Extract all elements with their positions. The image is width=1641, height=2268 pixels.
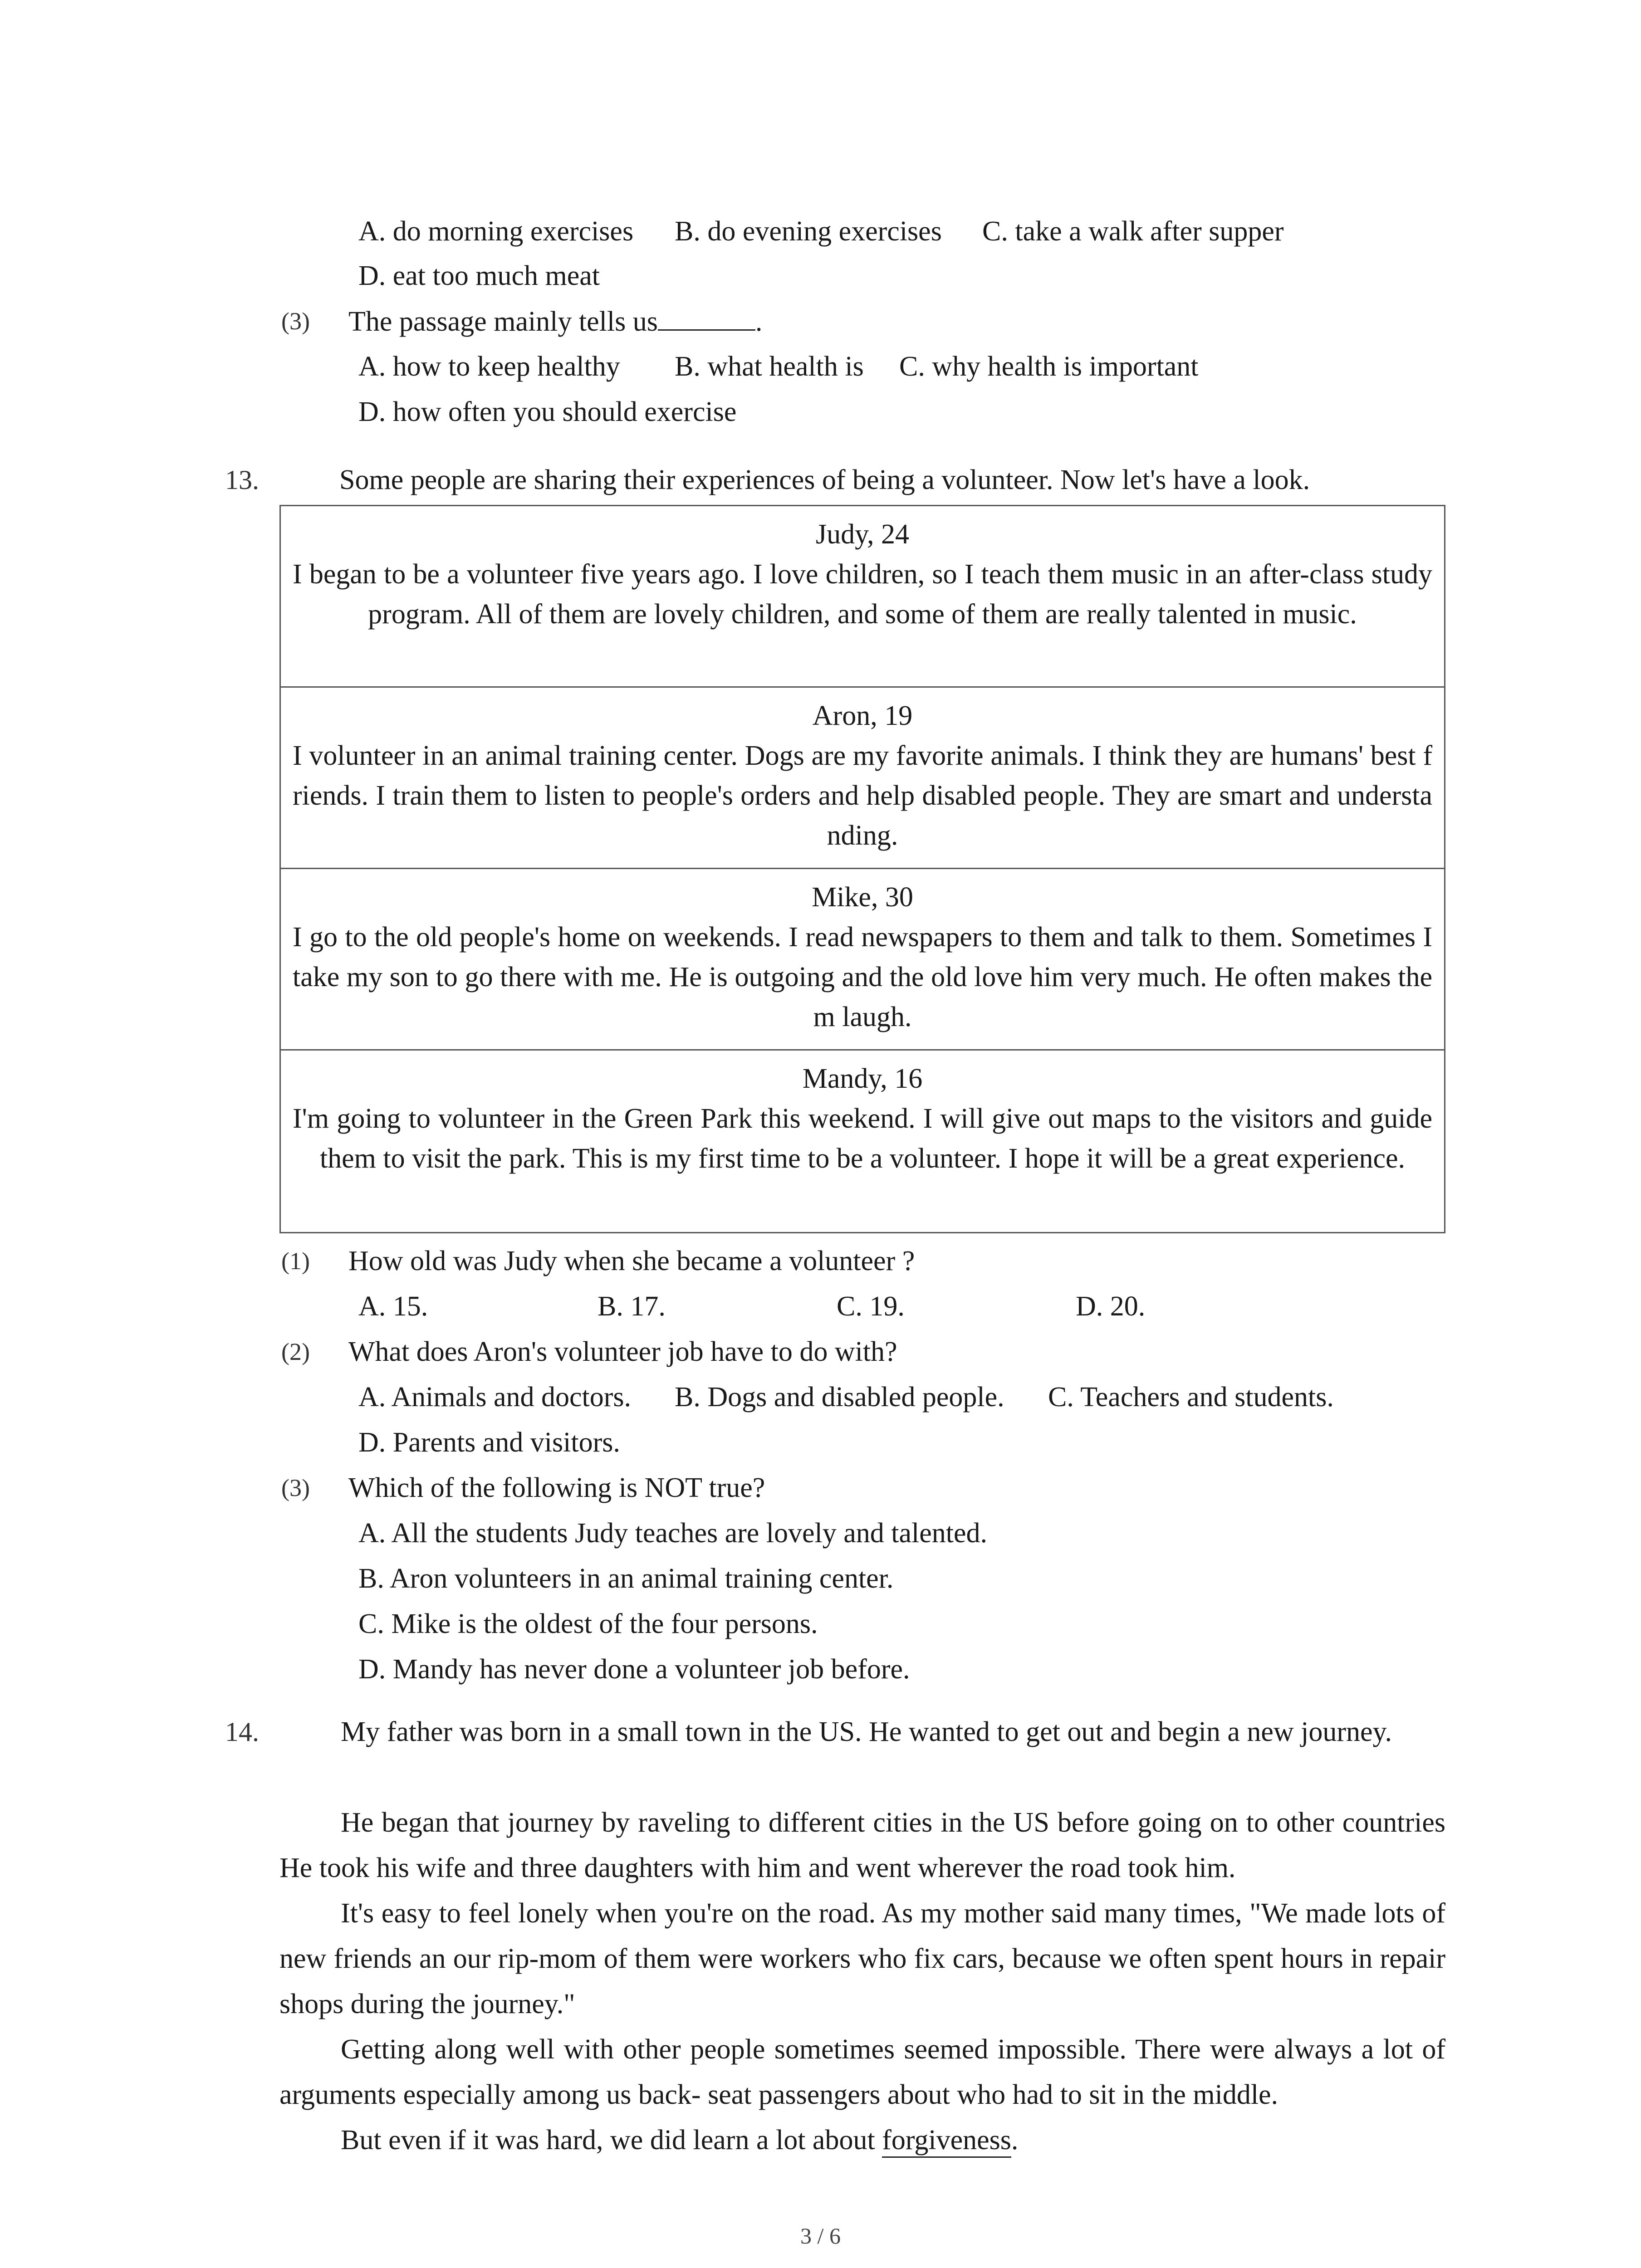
person-name: Judy, 24 bbox=[815, 519, 910, 550]
option-d: D. Parents and visitors. bbox=[358, 1427, 620, 1458]
option-d: D. eat too much meat bbox=[358, 260, 600, 291]
person-name: Aron, 19 bbox=[812, 700, 913, 731]
underlined-word: forgiveness bbox=[882, 2125, 1011, 2158]
option-b: B. Dogs and disabled people. bbox=[675, 1382, 1004, 1413]
options-row bbox=[358, 1288, 1145, 1325]
sub-question-text: The passage mainly tells us . bbox=[348, 303, 762, 340]
question-number: 14. bbox=[225, 1717, 259, 1747]
sub-question-text: How old was Judy when she became a volunteer ? bbox=[348, 1246, 915, 1276]
option-c: C. Teachers and students. bbox=[1048, 1382, 1334, 1413]
sub-question-text: Which of the following is NOT true? bbox=[348, 1472, 765, 1503]
sub-question-number: (3) bbox=[281, 1474, 310, 1501]
option-b: B. do evening exercises bbox=[675, 216, 942, 247]
option-a: A. All the students Judy teaches are lovely and talented. bbox=[358, 1518, 988, 1549]
person-name: Mike, 30 bbox=[812, 882, 913, 913]
sub-question-number: (1) bbox=[281, 1247, 310, 1275]
person-text: I'm going to volunteer in the Green Park this weekend. I will give out maps to the visitors and guide them to visit the park. This is my first time to be a volunteer. I hope it will be a great experience. bbox=[293, 1103, 1432, 1174]
option-b: B. 17. bbox=[598, 1291, 666, 1322]
prev-q3-options-row bbox=[358, 348, 1199, 385]
option-b: B. Aron volunteers in an animal training center. bbox=[358, 1563, 894, 1594]
option-b: B. what health is bbox=[675, 351, 864, 382]
passage-paragraph: It's easy to feel lonely when you're on the road. As my mother said many times, "We made lots of new friends an our rip-mom of them were workers who fix cars, because we often spent hours in repair shops during the journey." bbox=[279, 1898, 1445, 2019]
question-intro: Some people are sharing their experiences of being a volunteer. Now let's have a look. bbox=[339, 464, 1310, 495]
person-text: I go to the old people's home on weekends. I read newspapers to them and talk to them. Sometimes I take my son to go there with me. He is outgoing and the old love him very much. He often makes them laugh. bbox=[293, 922, 1432, 1032]
option-c: C. Mike is the oldest of the four persons. bbox=[358, 1608, 818, 1639]
sub-question-text: What does Aron's volunteer job have to do with? bbox=[348, 1336, 897, 1367]
table-row bbox=[281, 869, 1444, 1051]
table-row bbox=[281, 1051, 1444, 1232]
option-d: D. how often you should exercise bbox=[358, 396, 737, 427]
volunteer-table bbox=[279, 505, 1445, 1233]
sub-question-number: (2) bbox=[281, 1338, 310, 1365]
question-number: 13. bbox=[225, 465, 259, 495]
option-d: D. 20. bbox=[1076, 1291, 1146, 1322]
passage-paragraph: But even if it was hard, we did learn a lot about forgiveness. bbox=[279, 2117, 1445, 2163]
passage-paragraph: Getting along well with other people sometimes seemed impossible. There were always a lot of arguments especially among us back- seat passengers about who had to sit in the middle. bbox=[279, 2034, 1445, 2110]
option-a: A. do morning exercises bbox=[358, 216, 634, 247]
person-name: Mandy, 16 bbox=[802, 1063, 923, 1094]
person-text: I volunteer in an animal training center. Dogs are my favorite animals. I think they are humans' best friends. I train them to listen to people's orders and help disabled people. They are smart and understanding. bbox=[293, 740, 1432, 851]
passage-paragraph: He began that journey by raveling to different cities in the US before going on to other countries He took his wife and three daughters with him and went wherever the road took him. bbox=[279, 1807, 1445, 1883]
option-a: A. how to keep healthy bbox=[358, 351, 620, 382]
answer-blank bbox=[658, 303, 755, 331]
person-text: I began to be a volunteer five years ago. I love children, so I teach them music in an after-class study program. All of them are lovely children, and some of them are really talented in music. bbox=[293, 559, 1432, 630]
option-a: A. Animals and doctors. bbox=[358, 1382, 631, 1413]
option-c: C. why health is important bbox=[899, 351, 1199, 382]
passage-paragraph: My father was born in a small town in the US. He wanted to get out and begin a new journey. bbox=[341, 1716, 1392, 1747]
table-row bbox=[281, 688, 1444, 869]
option-c: C. take a walk after supper bbox=[982, 216, 1284, 247]
option-d: D. Mandy has never done a volunteer job before. bbox=[358, 1654, 910, 1685]
prev-q2-options-row bbox=[358, 213, 1284, 249]
option-a: A. 15. bbox=[358, 1291, 428, 1322]
sub-question-number: (3) bbox=[281, 308, 310, 335]
options-row bbox=[358, 1379, 1334, 1415]
page-number: 3 / 6 bbox=[800, 2223, 841, 2248]
table-row bbox=[281, 506, 1444, 688]
option-c: C. 19. bbox=[837, 1291, 905, 1322]
